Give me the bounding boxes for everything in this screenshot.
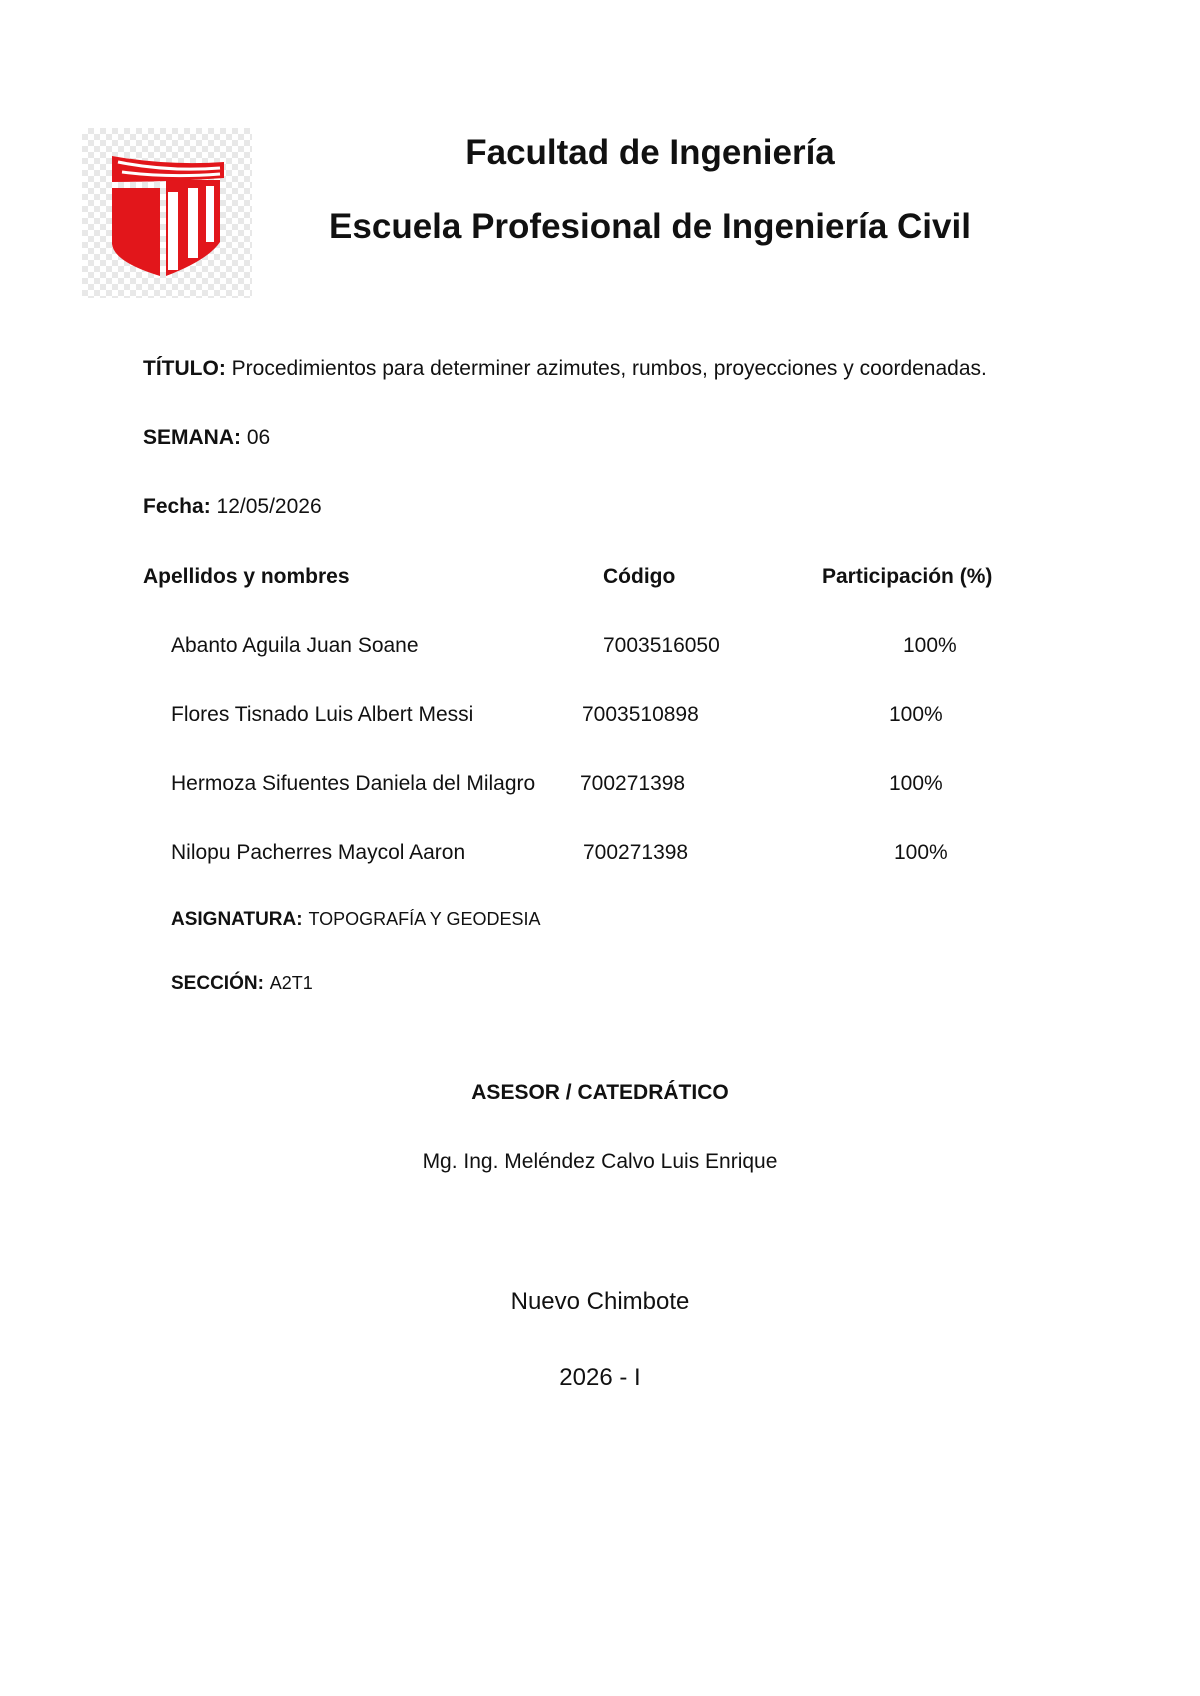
- section-value: A2T1: [269, 973, 313, 993]
- week-line: [143, 426, 270, 450]
- title-value: Procedimientos para determiner azimutes, rumbos, proyecciones y coordenadas.: [231, 357, 987, 380]
- subject-value: TOPOGRAFÍA Y GEODESIA: [308, 909, 541, 929]
- date-line: [143, 495, 322, 519]
- member-name: Abanto Aguila Juan Soane: [171, 634, 419, 657]
- city: Nuevo Chimbote: [510, 1288, 690, 1315]
- date-value: 12/05/2026: [216, 495, 322, 518]
- week-label: SEMANA:: [143, 426, 241, 449]
- member-code: 700271398: [580, 772, 686, 795]
- school-title: Escuela Profesional de Ingeniería Civil: [329, 207, 971, 246]
- member-code: 700271398: [583, 841, 689, 864]
- column-header-code: Código: [603, 565, 676, 588]
- academic-period: 2026 - I: [559, 1364, 641, 1391]
- subject-label: ASIGNATURA:: [171, 909, 303, 930]
- member-name: Nilopu Pacherres Maycol Aaron: [171, 841, 466, 864]
- week-value: 06: [246, 426, 271, 449]
- member-participation: 100%: [889, 772, 943, 795]
- member-name: Hermoza Sifuentes Daniela del Milagro: [171, 772, 536, 795]
- title-label: TÍTULO:: [143, 357, 226, 380]
- member-code: 7003516050: [603, 634, 720, 657]
- advisor-name: Mg. Ing. Meléndez Calvo Luis Enrique: [422, 1150, 778, 1173]
- member-code: 7003510898: [582, 703, 699, 726]
- faculty-title: Facultad de Ingeniería: [465, 133, 835, 172]
- title-line: [143, 357, 987, 381]
- subject-line: [171, 907, 541, 931]
- member-participation: 100%: [903, 634, 957, 657]
- section-label: SECCIÓN:: [171, 973, 264, 994]
- member-participation: 100%: [894, 841, 948, 864]
- member-name: Flores Tisnado Luis Albert Messi: [171, 703, 474, 726]
- advisor-heading: ASESOR / CATEDRÁTICO: [471, 1081, 729, 1104]
- member-participation: 100%: [889, 703, 943, 726]
- column-header-name: Apellidos y nombres: [143, 565, 350, 588]
- column-header-participation: Participación (%): [822, 565, 993, 588]
- section-line: [171, 971, 313, 995]
- date-label: Fecha:: [143, 495, 211, 518]
